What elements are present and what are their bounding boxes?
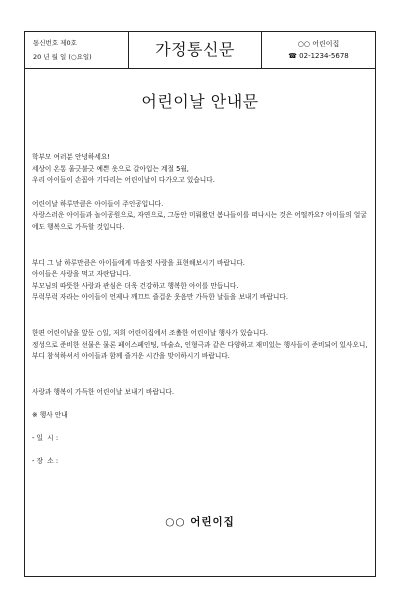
body-line: 아이들은 사랑을 먹고 자란답니다. [32,270,131,279]
footer-organization: ○○ 어린이집 [165,516,235,528]
body-line: 부모님의 따뜻한 사랑과 관심은 더욱 건강하고 행복한 아이를 만듭니다. [32,281,239,290]
event-info-heading: ※ 행사 안내 [32,411,68,420]
body-line: 사랑스러운 아이들과 놀이공원으로, 자연으로, 그동안 미뤄왔던 봄나들이를 떠나시는 것은 어떨까요? 아이들의 얼굴에도 행복으로 가득할 것입니다. [32,211,367,231]
body-line: 한편 어린이날을 앞둔 ○일, 저희 어린이집에서 조촐한 어린이날 행사가 있습니다. [32,328,268,337]
event-date-label: - 일 시 : [32,433,59,442]
event-place-label: - 장 소 : [32,456,59,465]
body-line: 사랑과 행복이 가득한 어린이날 보내기 바랍니다. [32,387,174,396]
header-issue-cell [25,32,129,68]
letter-body [32,152,368,479]
header-organization: ○○ 어린이집 [297,40,340,48]
closing-paragraph [32,387,368,399]
issue-number: 통신번호 제0호 [33,39,77,47]
love-paragraph [32,258,368,304]
body-line: 어린이날 하루만큼은 아이들이 주인공입니다. [32,199,164,208]
header-org-cell [262,32,375,68]
header-phone: ☎ 02-1234-5678 [288,52,349,60]
body-line: 정성으로 준비한 선물은 물론 페이스페인팅, 마술쇼, 인형극과 같은 다양하고 재미있는 행사들이 준비되어 있사오니, 부디 참석하셔서 아이들과 함께 즐거운 시간을 맞이하시기 바랍니다. [32,340,368,361]
body-line: 무럭무럭 자라는 아이들이 언제나 깨끄트 즐겁운 웃음만 가득한 날들을 보내기 바랍니다. [32,293,288,302]
greeting-paragraph [32,152,368,187]
newsletter-page [24,31,376,577]
newsletter-title: 가정통신문 [155,40,235,59]
body-line: 우리 아이들이 손꼽아 기다리는 어린이날이 다가오고 있습니다. [32,176,215,185]
header-title-cell [129,32,262,68]
event-paragraph [32,328,368,363]
event-info [32,410,368,467]
children-day-paragraph [32,199,368,234]
body-line: 학부모 여러분 안녕하세요! [32,153,110,161]
newsletter-header [25,32,375,69]
body-line: 세상이 온통 울긋불긋 예쁜 옷으로 갈아입는 계절 5월, [32,164,189,173]
issue-date: 20 년 월 일 (○요일) [33,53,92,61]
body-line: 부디 그 날 하루만큼은 아이들에게 마음껏 사랑을 표현해보시기 바랍니다. [32,258,245,267]
document-title: 어린이날 안내문 [141,92,259,111]
